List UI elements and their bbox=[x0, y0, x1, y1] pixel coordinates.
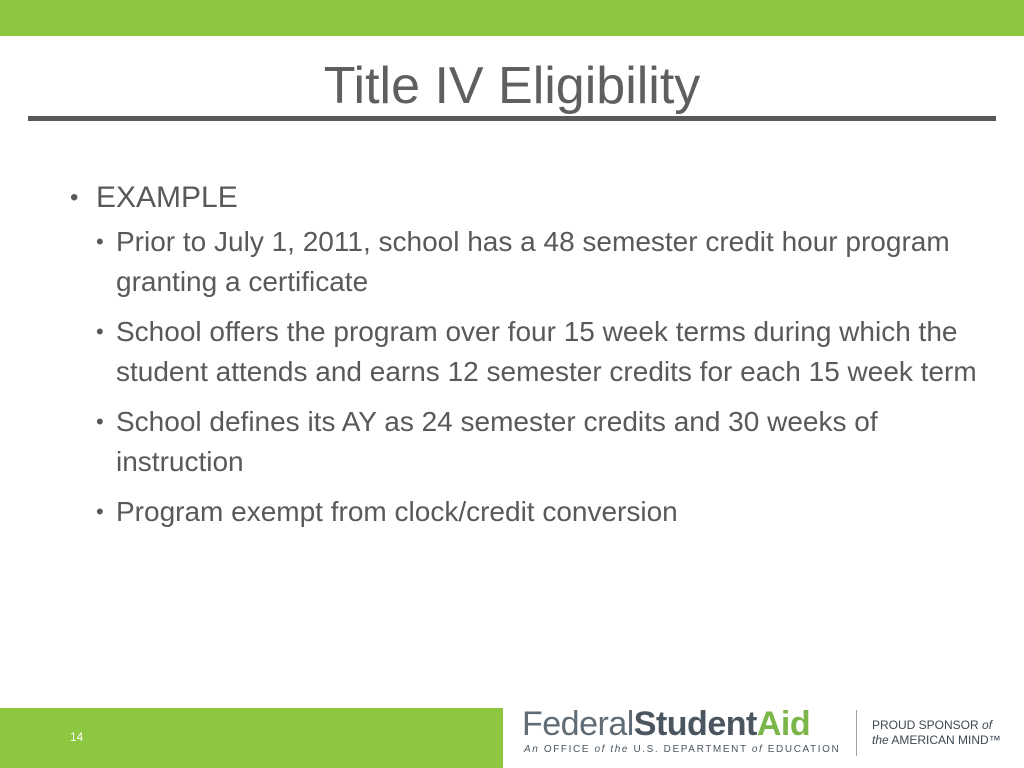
bullet-level1-example bbox=[70, 178, 990, 218]
sponsor-tagline bbox=[872, 718, 1001, 748]
bullet-dot-icon: • bbox=[96, 409, 104, 434]
logo-sub-of2: of bbox=[751, 744, 764, 755]
sponsor-line-2 bbox=[872, 733, 1001, 748]
federal-student-aid-logo bbox=[522, 704, 852, 762]
bullet-level2-item bbox=[70, 492, 990, 532]
bullet-dot-icon: • bbox=[70, 184, 79, 211]
sponsor-line2-main: AMERICAN MIND™ bbox=[888, 733, 1001, 747]
sponsor-line-1 bbox=[872, 718, 1001, 733]
title-underline bbox=[28, 116, 996, 121]
logo-sub-edu: EDUCATION bbox=[763, 744, 841, 755]
logo-divider bbox=[856, 710, 857, 756]
bullet-text: EXAMPLE bbox=[96, 181, 238, 214]
logo-sub-office: OFFICE bbox=[543, 744, 591, 755]
bullet-text: School defines its AY as 24 semester credits and 30 weeks of instruction bbox=[116, 406, 878, 477]
bullet-text: Prior to July 1, 2011, school has a 48 semester credit hour program granting a certificate bbox=[116, 226, 950, 297]
logo-aid: Aid bbox=[756, 705, 811, 743]
bullet-dot-icon: • bbox=[96, 499, 104, 524]
bullet-dot-icon: • bbox=[96, 229, 104, 254]
logo-sub-of: of bbox=[590, 744, 611, 755]
bullet-text: School offers the program over four 15 week terms during which the student attends and earns 12 semester credits for each 15 week term bbox=[116, 316, 977, 387]
top-accent-bar bbox=[0, 0, 1024, 36]
logo-sub-dept: U.S. DEPARTMENT bbox=[629, 744, 752, 755]
slide-title: Title IV Eligibility bbox=[323, 57, 701, 115]
logo-student: Student bbox=[633, 705, 757, 743]
logo-subtitle bbox=[524, 744, 840, 755]
page-number: 14 bbox=[70, 730, 84, 744]
bullet-dot-icon: • bbox=[96, 319, 104, 344]
bullet-level2-item bbox=[70, 312, 990, 392]
bullet-text: Program exempt from clock/credit conversion bbox=[116, 496, 678, 527]
sponsor-line1-of: of bbox=[982, 718, 993, 732]
bullet-level2-item bbox=[70, 402, 990, 482]
logo-wordmark bbox=[522, 704, 810, 744]
bullet-level2-item bbox=[70, 222, 990, 302]
logo-federal: Federal bbox=[522, 705, 634, 743]
logo-sub-the: the bbox=[610, 744, 630, 755]
logo-sub-an: An bbox=[524, 744, 544, 755]
slide-body bbox=[70, 178, 990, 542]
sponsor-line1-main: PROUD SPONSOR bbox=[872, 718, 983, 732]
sponsor-line2-the: the bbox=[872, 733, 889, 747]
